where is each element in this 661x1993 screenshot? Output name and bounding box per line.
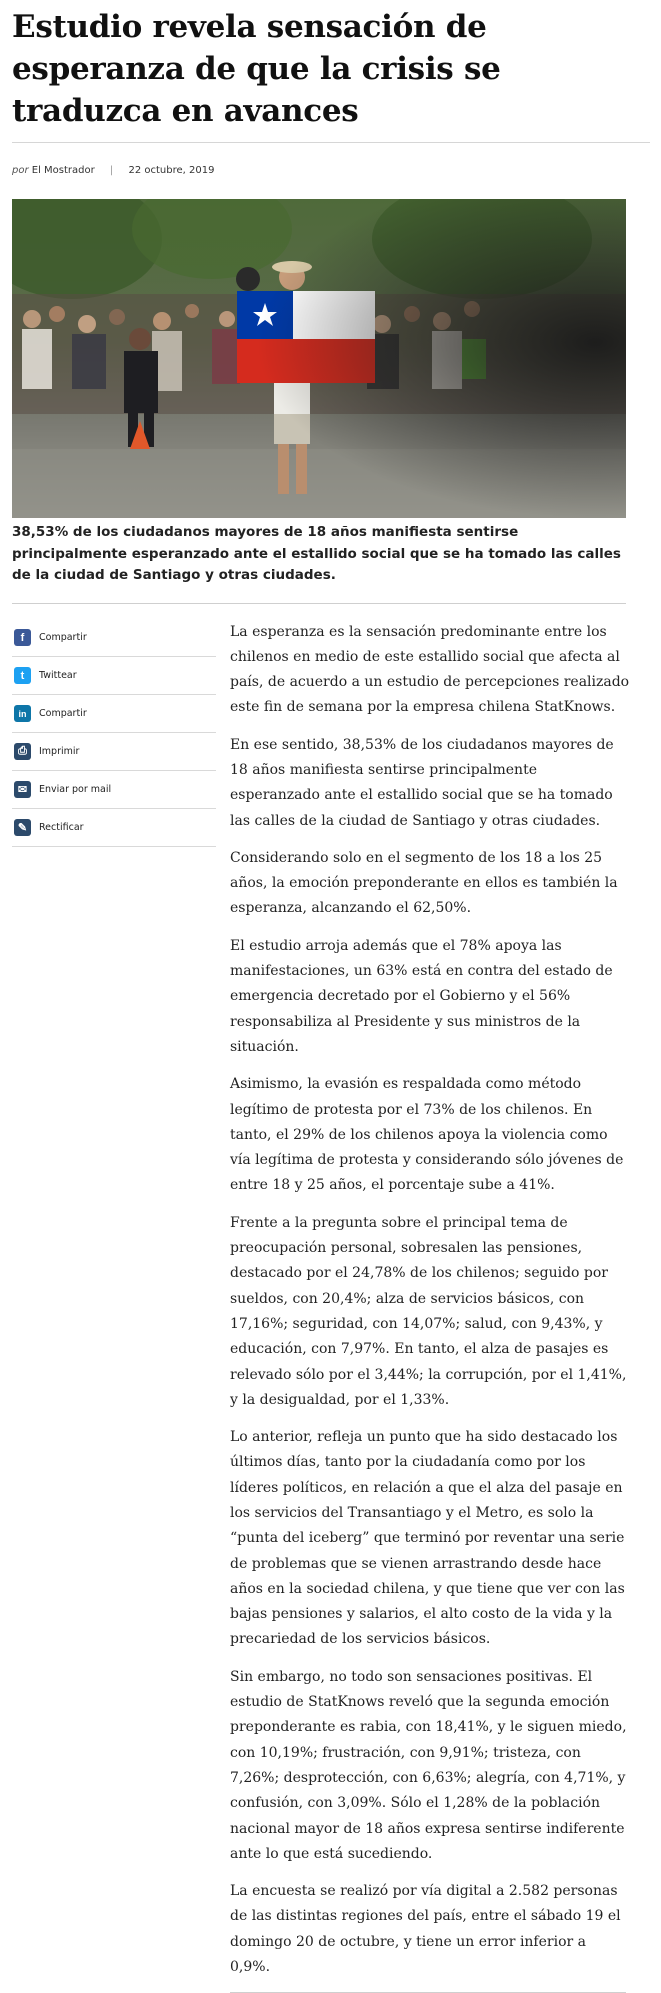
paragraph: Frente a la pregunta sobre el principal tema de preocupación personal, sobresalen las pensiones, destacado por el 24,78% de los chilenos; seguido por sueldos, con 20,4%; alza de servicios básicos, con 17,16%; seguridad, con 14,07%; salud, con 9,43%, y educación, con 7,97%. En tanto, el alza de pasajes es relevado sólo por el 3,44%; la corrupción, por el 1,41%, y la desigualdad, por el 1,33%. — [230, 1211, 630, 1413]
paragraph: Sin embargo, no todo son sensaciones positivas. El estudio de StatKnows reveló que la segunda emoción preponderante es rabia, con 18,41%, y le siguen miedo, con 10,19%; frustración, con 9,91%; tristeza, con 7,26%; desprotección, con 6,63%; alegría, con 4,71%, y confusión, con 3,09%. Sólo el 1,28% de la población nacional mayor de 18 años expresa sentirse indiferente ante lo que está sucediendo. — [230, 1665, 630, 1867]
share-item-linkedin[interactable] — [12, 696, 216, 733]
title-divider — [12, 142, 650, 143]
share-label-mail: Enviar por mail — [39, 784, 111, 795]
linkedin-icon: in — [14, 705, 31, 722]
share-item-print[interactable] — [12, 734, 216, 771]
share-item-facebook[interactable] — [12, 620, 216, 657]
paragraph: La esperanza es la sensación predominante entre los chilenos en medio de este estallido social que afecta al país, de acuerdo a un estudio de percepciones realizado este fin de semana por la empresa chilena StatKnows. — [230, 620, 630, 721]
share-item-rectify[interactable] — [12, 810, 216, 847]
author-link[interactable]: El Mostrador — [32, 165, 95, 176]
lead-photo — [12, 199, 626, 518]
share-sidebar — [12, 620, 216, 848]
share-label-rectify: Rectificar — [39, 822, 84, 833]
article-title: Estudio revela sensación de esperanza de que la crisis se traduzca en avances — [12, 6, 650, 132]
share-label-linkedin: Compartir — [39, 708, 87, 719]
pencil-icon: ✎ — [14, 819, 31, 836]
share-label-print: Imprimir — [39, 746, 79, 757]
mail-icon: ✉ — [14, 781, 31, 798]
byline — [12, 157, 650, 185]
twitter-icon: t — [14, 667, 31, 684]
share-item-twitter[interactable] — [12, 658, 216, 695]
photo-caption: 38,53% de los ciudadanos mayores de 18 años manifiesta sentirse principalmente esperanzado ante el estallido social que se ha tomado las calles de la ciudad de Santiago y otras ciudades. — [12, 522, 626, 587]
caption-divider — [12, 603, 626, 604]
publish-date: 22 octubre, 2019 — [128, 165, 214, 176]
article-body — [230, 620, 630, 1993]
share-item-mail[interactable] — [12, 772, 216, 809]
printer-icon: ⎙ — [14, 743, 31, 760]
paragraph: En ese sentido, 38,53% de los ciudadanos mayores de 18 años manifiesta sentirse principalmente esperanzado ante el estallido social que se ha tomado las calles de la ciudad de Santiago y otras ciudades. — [230, 733, 630, 834]
byline-prefix: por — [12, 165, 29, 176]
paragraph: La encuesta se realizó por vía digital a 2.582 personas de las distintas regiones del país, entre el sábado 19 el domingo 20 de octubre, y tiene un error inferior a 0,9%. — [230, 1879, 630, 1980]
byline-separator: | — [110, 165, 113, 176]
share-label-twitter: Twittear — [39, 670, 77, 681]
protest-photo-illustration — [12, 199, 626, 518]
facebook-icon: f — [14, 629, 31, 646]
article-page — [12, 0, 650, 620]
share-label-facebook: Compartir — [39, 632, 87, 643]
paragraph: Lo anterior, refleja un punto que ha sido destacado los últimos días, tanto por la ciudadanía como por los líderes políticos, en relación a que el alza del pasaje en los servicios del Transantiago y el Metro, es solo la “punta del iceberg” que terminó por reventar una serie de problemas que se vienen arrastrando desde hace años en la sociedad chilena, y que tiene que ver con las bajas pensiones y salarios, el alto costo de la vida y la precariedad de los servicios básicos. — [230, 1425, 630, 1653]
paragraph: El estudio arroja además que el 78% apoya las manifestaciones, un 63% está en contra del estado de emergencia decretado por el Gobierno y el 56% responsabiliza al Presidente y sus ministros de la situación. — [230, 934, 630, 1060]
paragraph: Considerando solo en el segmento de los 18 a los 25 años, la emoción preponderante en ellos es también la esperanza, alcanzando el 62,50%. — [230, 846, 630, 922]
paragraph: Asimismo, la evasión es respaldada como método legítimo de protesta por el 73% de los chilenos. En tanto, el 29% de los chilenos apoya la violencia como vía legítima de protesta y considerando sólo jóvenes de entre 18 y 25 años, el porcentaje sube a 41%. — [230, 1072, 630, 1198]
